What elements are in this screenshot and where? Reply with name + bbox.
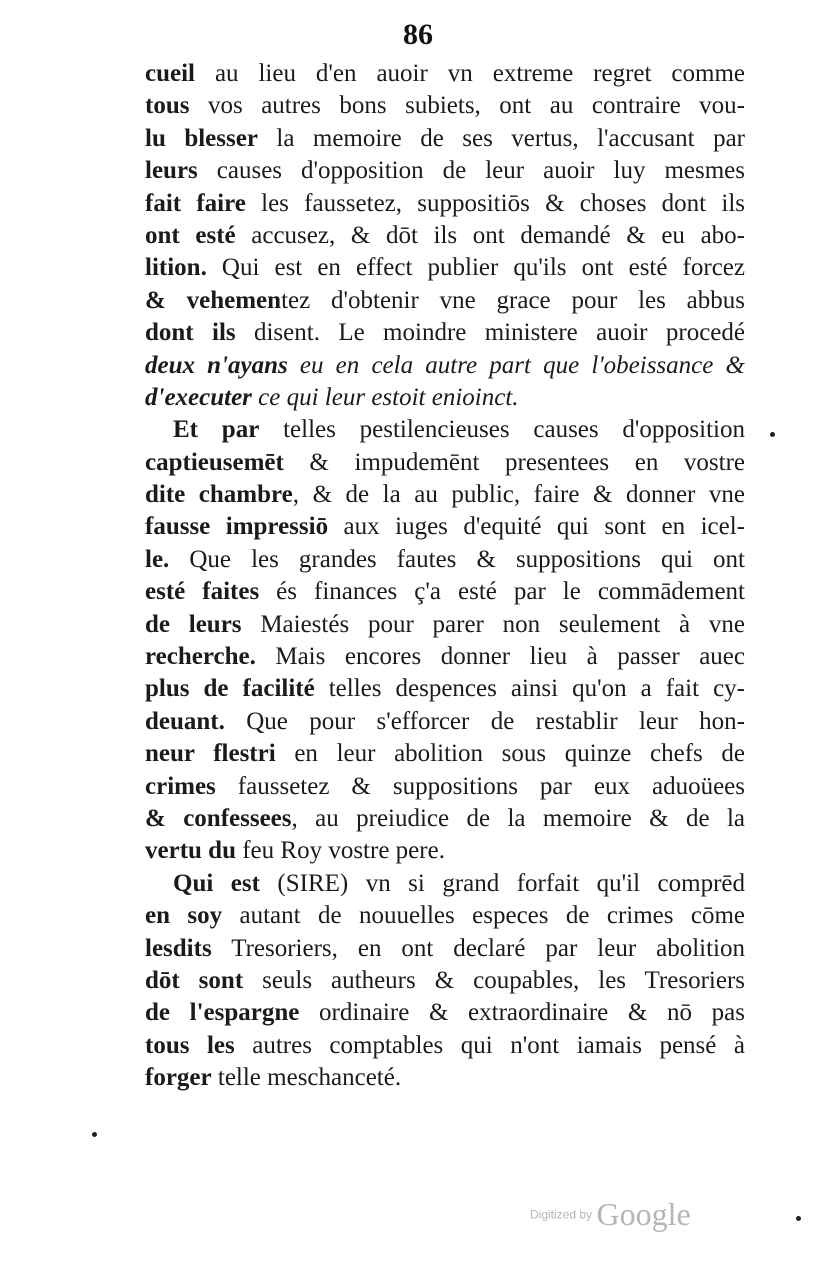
margin-speck [92,1132,97,1137]
line-text: autres comptables qui n'ont iamais pensé à [234,1031,745,1059]
line-text: , & de la au public, faire & donner vne [292,481,745,509]
line-lead-words: esté faites [145,578,260,606]
text-line [145,58,745,90]
text-line [145,285,745,317]
line-lead-words: & vehemen [145,286,282,314]
text-line [145,706,745,738]
text-line [145,479,745,511]
line-lead-words: de l'espargne [145,999,300,1027]
line-lead-words: dite chambre [145,481,293,509]
line-text: causes d'opposition de leur auoir luy mesmes [197,157,745,185]
line-text: ordinaire & extraordinaire & nō pas [299,999,746,1027]
line-lead-words: ont esté [145,221,236,249]
line-text: telle meschanceté. [211,1064,402,1092]
line-lead-words: fait faire [145,189,246,217]
text-line [145,738,745,770]
text-line [145,382,745,414]
watermark-brand: Google [596,1196,691,1232]
line-text: faussetez & suppositions par eux aduoüees [215,772,745,800]
line-lead-words: de leurs [145,610,242,638]
text-line [145,803,745,835]
text-line [145,447,745,479]
line-text: feu Roy vostre pere. [235,837,445,865]
line-text: vos autres bons subiets, ont au contraire vou- [189,92,745,120]
line-lead-words: neur flestri [145,740,276,768]
text-line [145,641,745,673]
line-lead-words: le. [145,545,170,573]
text-line [145,511,745,543]
line-text: telles despences ainsi qu'on a fait cy- [314,675,745,703]
digitized-watermark [530,1196,691,1233]
line-lead-words: deux n'ayans [145,351,288,379]
line-text: accusez, & dōt ils ont demandé & eu abo- [235,221,745,249]
line-text: Que les grandes fautes & suppositions qui ont [169,545,745,573]
line-lead-words: dont ils [145,319,236,347]
line-lead-words: crimes [145,772,216,800]
line-text: és finances ç'a esté par le commādement [259,578,745,606]
line-lead-words: plus de facilité [145,675,315,703]
line-text: tez d'obtenir vne grace pour les abbus [281,286,745,314]
line-lead-words: leurs [145,157,198,185]
text-line [145,188,745,220]
line-lead-words: Et par [173,416,260,444]
text-line [145,609,745,641]
line-lead-words: Qui est [173,869,260,897]
line-lead-words: d'executer [145,383,252,411]
text-line [145,252,745,284]
line-text: les faussetez, suppositiōs & choses dont ils [245,189,746,217]
line-text: en leur abolition sous quinze chefs de [275,740,745,768]
line-lead-words: dōt sont [145,966,244,994]
text-line [145,544,745,576]
text-line [145,868,745,900]
line-text: Tresoriers, en ont declaré par leur abolition [211,934,745,962]
line-text: & impudemēnt presentees en vostre [283,448,745,476]
text-line [145,317,745,349]
text-line [145,220,745,252]
text-line [145,576,745,608]
line-lead-words: deuant. [145,707,225,735]
line-text: (SIRE) vn si grand forfait qu'il comprēd [259,869,745,897]
line-lead-words: tous les [145,1031,235,1059]
line-lead-words: & confessees [145,804,292,832]
line-text: ce qui leur estoit enioinct. [251,383,519,411]
line-lead-words: recherche. [145,643,256,671]
line-text: au lieu d'en auoir vn extreme regret comme [195,60,745,87]
line-text: eu en cela autre part que l'obeissance & [287,351,745,379]
text-line [145,835,745,867]
line-text: , au preiudice de la memoire & de la [291,804,745,832]
line-text: seuls autheurs & coupables, les Tresoriers [243,966,745,994]
line-text: Mais encores donner lieu à passer auec [255,643,745,671]
line-text: aux iuges d'equité qui sont en icel- [328,513,745,541]
text-block [145,58,745,1095]
page-number: 86 [403,18,433,51]
line-lead-words: lesdits [145,934,212,962]
text-line [145,900,745,932]
text-line [145,1062,745,1094]
margin-speck [770,432,775,437]
line-text: la memoire de ses vertus, l'accusant par [257,124,746,152]
line-lead-words: fausse impressiō [145,513,329,541]
line-text: Que pour s'efforcer de restablir leur hon- [224,707,745,735]
line-lead-words: tous [145,92,190,120]
text-line [145,350,745,382]
margin-speck [796,1216,801,1221]
text-line [145,1030,745,1062]
line-text: disent. Le moindre ministere auoir procedé [235,319,745,347]
watermark-prefix: Digitized by [530,1207,593,1222]
line-text: Qui est en effect publier qu'ils ont esté forcez [206,254,745,282]
line-text: telles pestilencieuses causes d'opposition [259,416,745,444]
text-line [145,414,745,446]
line-text: autant de nouuelles especes de crimes cōme [222,902,745,930]
line-lead-words: forger [145,1064,212,1092]
text-line [145,123,745,155]
line-lead-words: vertu du [145,837,236,865]
line-lead-words: captieusemēt [145,448,284,476]
text-line [145,965,745,997]
line-lead-words: cueil [145,60,195,87]
text-line [145,771,745,803]
text-line [145,673,745,705]
line-lead-words: lition. [145,254,207,282]
line-text: Maiestés pour parer non seulement à vne [241,610,745,638]
text-line [145,997,745,1029]
line-lead-words: lu blesser [145,124,258,152]
text-line [145,155,745,187]
text-line [145,933,745,965]
text-line [145,90,745,122]
line-lead-words: en soy [145,902,223,930]
